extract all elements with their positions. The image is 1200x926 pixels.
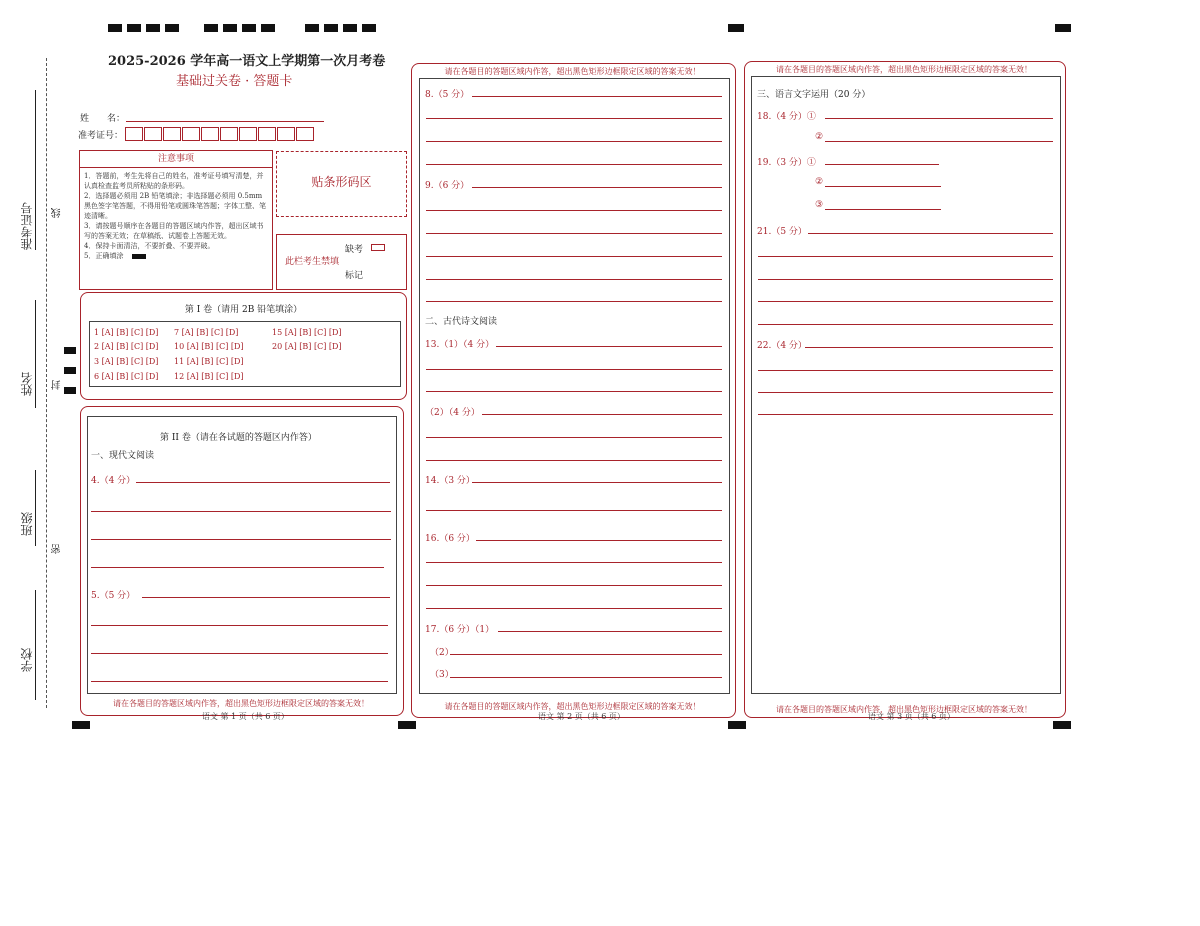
- answer-line[interactable]: [825, 164, 939, 165]
- timing-mark: [261, 24, 275, 32]
- answer-line[interactable]: [758, 256, 1053, 257]
- fill-sample: [132, 254, 146, 259]
- q17-2-label: （2）: [430, 648, 454, 658]
- choice-row[interactable]: 15 [A] [B] [C] [D]: [272, 328, 342, 337]
- exam-id-boxes[interactable]: [125, 127, 315, 141]
- timing-mark: [165, 24, 179, 32]
- answer-line[interactable]: [426, 369, 722, 370]
- answer-line[interactable]: [91, 625, 388, 626]
- answer-line[interactable]: [825, 141, 1053, 142]
- school-underline: [35, 590, 36, 700]
- choice-row[interactable]: 3 [A] [B] [C] [D]: [94, 357, 159, 366]
- name-field[interactable]: [126, 121, 324, 122]
- class-underline: [35, 470, 36, 546]
- choice-row[interactable]: 6 [A] [B] [C] [D]: [94, 372, 159, 381]
- binding-class-label: 班级: [20, 512, 34, 536]
- page2-answer-box: [419, 78, 730, 694]
- q19-2-label: ②: [815, 177, 824, 187]
- page3-footer: 语文 第 3 页（共 6 页）: [868, 712, 955, 721]
- answer-line[interactable]: [825, 186, 941, 187]
- q13-1-label: 13.（1）（4 分）: [425, 340, 495, 350]
- page3-top-warning: 请在各题目的答题区域内作答，超出黑色矩形边框限定区域的答案无效！: [776, 65, 1032, 74]
- timing-mark: [728, 24, 744, 32]
- answer-line[interactable]: [91, 539, 391, 540]
- answer-line[interactable]: [426, 118, 722, 119]
- answer-line[interactable]: [426, 141, 722, 142]
- absent-forbid-label: 此栏考生禁填: [285, 257, 340, 267]
- page2-warning: 请在各题目的答题区域内作答，超出黑色矩形边框限定区域的答案无效！: [444, 702, 701, 711]
- q18-label: 18.（4 分）①: [757, 112, 816, 122]
- seal-feng-text: 封: [52, 380, 63, 390]
- answer-line[interactable]: [758, 301, 1053, 302]
- notice-item: 3．请按题号顺序在各题目的答题区域内作答，超出区域书写的答案无效；在草稿纸、试题卷上答题无效。: [84, 222, 264, 240]
- absent-box: [276, 234, 407, 290]
- absent-checkbox[interactable]: [371, 244, 385, 251]
- notice-item: 2．选择题必须用 2B 铅笔填涂；非选择题必须用 0.5mm 黑色签字笔答题，不得用铅笔或圆珠笔答题；字体工整、笔迹清晰。: [84, 192, 266, 220]
- q8-label: 8.（5 分）: [425, 90, 470, 100]
- q4-label: 4.（4 分）: [91, 476, 136, 486]
- timing-mark: [1053, 721, 1071, 729]
- answer-line[interactable]: [758, 392, 1053, 393]
- q5-label: 5.（5 分）: [91, 591, 136, 601]
- q9-label: 9.（6 分）: [425, 181, 470, 191]
- answer-line[interactable]: [758, 324, 1053, 325]
- timing-mark: [398, 721, 416, 729]
- timing-mark: [242, 24, 256, 32]
- barcode-area: [276, 151, 407, 217]
- answer-line[interactable]: [426, 164, 722, 165]
- binding-school-label: 学校: [20, 648, 34, 672]
- part2-heading: 二、古代诗文阅读: [425, 317, 498, 327]
- page1-footer: 语文 第 1 页（共 6 页）: [202, 712, 289, 721]
- section2-title: 第 II 卷（请在各试题的答题区内作答）: [160, 433, 317, 443]
- answer-line[interactable]: [472, 187, 722, 188]
- binding-exam-id-label: 准考证号: [20, 202, 34, 250]
- timing-mark: [343, 24, 357, 32]
- answer-line[interactable]: [476, 540, 722, 541]
- answer-line[interactable]: [472, 482, 722, 483]
- section1-title: 第 I 卷（请用 2B 铅笔填涂）: [184, 305, 303, 315]
- choice-row[interactable]: 12 [A] [B] [C] [D]: [174, 372, 244, 381]
- page2-footer: 语文 第 2 页（共 6 页）: [538, 712, 625, 721]
- exam-id-underline: [35, 90, 36, 250]
- choice-row[interactable]: 20 [A] [B] [C] [D]: [272, 342, 342, 351]
- timing-mark: [64, 367, 76, 374]
- q14-label: 14.（3 分）: [425, 476, 475, 486]
- timing-mark: [204, 24, 218, 32]
- name-label: 姓 名：: [80, 114, 126, 124]
- timing-mark: [324, 24, 338, 32]
- page1-warning: 请在各题目的答题区域内作答，超出黑色矩形边框限定区域的答案无效！: [113, 699, 369, 708]
- choice-row[interactable]: 10 [A] [B] [C] [D]: [174, 342, 244, 351]
- answer-line[interactable]: [426, 301, 722, 302]
- timing-mark: [64, 387, 76, 394]
- binding-dash-line: [46, 58, 47, 708]
- choice-row[interactable]: 1 [A] [B] [C] [D]: [94, 328, 159, 337]
- answer-line[interactable]: [426, 391, 722, 392]
- timing-mark: [108, 24, 122, 32]
- choice-row[interactable]: 2 [A] [B] [C] [D]: [94, 342, 159, 351]
- q22-label: 22.（4 分）: [757, 341, 807, 351]
- seal-mi-text: 密: [52, 544, 63, 554]
- q13-2-label: （2）（4 分）: [425, 408, 480, 418]
- absent-mark-label: 标记: [345, 271, 364, 281]
- barcode-label: 贴条形码区: [311, 175, 372, 189]
- q19-label: 19.（3 分）①: [757, 158, 816, 168]
- answer-line[interactable]: [498, 631, 722, 632]
- answer-line[interactable]: [136, 482, 390, 483]
- notice-title: 注意事项: [80, 151, 272, 168]
- timing-mark: [362, 24, 376, 32]
- answer-line[interactable]: [142, 597, 390, 598]
- answer-line[interactable]: [482, 414, 722, 415]
- q17-1-label: 17.（6 分）（1）: [425, 625, 495, 635]
- answer-line[interactable]: [808, 233, 1053, 234]
- answer-line[interactable]: [805, 347, 1053, 348]
- answer-line[interactable]: [758, 370, 1053, 371]
- answer-line[interactable]: [450, 677, 722, 678]
- notice-item: 5．正确填涂: [84, 252, 124, 260]
- notice-list: [80, 168, 272, 264]
- answer-line[interactable]: [758, 414, 1053, 415]
- timing-mark: [127, 24, 141, 32]
- timing-mark: [223, 24, 237, 32]
- answer-line[interactable]: [450, 654, 722, 655]
- answer-line[interactable]: [426, 233, 722, 234]
- answer-line[interactable]: [426, 562, 722, 563]
- timing-mark: [305, 24, 319, 32]
- part3-heading: 三、语言文字运用（20 分）: [757, 90, 871, 100]
- timing-mark: [64, 347, 76, 354]
- notice-item: 1．答题前，考生先将自己的姓名，准考证号填写清楚，并认真检查监考员所粘贴的条形码。: [84, 172, 264, 190]
- q18-2-label: ②: [815, 132, 824, 142]
- page3-warning: 请在各题目的答题区域内作答，超出黑色矩形边框限定区域的答案无效！: [776, 705, 1032, 714]
- exam-id-label: 准考证号：: [78, 131, 124, 141]
- answer-line[interactable]: [426, 585, 722, 586]
- answer-line[interactable]: [426, 510, 722, 511]
- page-subtitle: 基础过关卷 · 答题卡: [176, 74, 293, 89]
- page2-top-warning: 请在各题目的答题区域内作答，超出黑色矩形边框限定区域的答案无效！: [444, 67, 701, 76]
- timing-mark: [146, 24, 160, 32]
- timing-mark: [728, 721, 746, 729]
- answer-line[interactable]: [825, 209, 941, 210]
- answer-line[interactable]: [426, 210, 722, 211]
- answer-line[interactable]: [426, 460, 722, 461]
- answer-line[interactable]: [91, 653, 388, 654]
- answer-line[interactable]: [426, 437, 722, 438]
- q21-label: 21.（5 分）: [757, 227, 807, 237]
- page3-answer-box: [751, 76, 1061, 694]
- answer-line[interactable]: [91, 681, 388, 682]
- timing-mark: [72, 721, 90, 729]
- notice-item: 4．保持卡面清洁，不要折叠、不要弄破。: [84, 242, 215, 250]
- notice-box: [79, 150, 273, 290]
- answer-line[interactable]: [825, 118, 1053, 119]
- answer-line[interactable]: [472, 96, 722, 97]
- answer-line[interactable]: [426, 256, 722, 257]
- part1-heading: 一、现代文阅读: [91, 451, 155, 461]
- timing-mark: [1055, 24, 1071, 32]
- answer-line[interactable]: [426, 279, 722, 280]
- q17-3-label: （3）: [430, 670, 454, 680]
- answer-line[interactable]: [496, 346, 722, 347]
- binding-name-label: 姓名: [20, 372, 34, 396]
- answer-line[interactable]: [758, 279, 1053, 280]
- answer-line[interactable]: [91, 567, 384, 568]
- name-underline: [35, 300, 36, 408]
- absent-label: 缺考: [345, 245, 364, 255]
- page-title: 2025-2026 学年高一语文上学期第一次月考卷: [108, 54, 386, 69]
- q19-3-label: ③: [815, 200, 824, 210]
- q16-label: 16.（6 分）: [425, 534, 475, 544]
- seal-line-text: 线: [52, 208, 63, 218]
- answer-line[interactable]: [91, 511, 391, 512]
- choice-row[interactable]: 7 [A] [B] [C] [D]: [174, 328, 239, 337]
- choice-row[interactable]: 11 [A] [B] [C] [D]: [174, 357, 244, 366]
- answer-line[interactable]: [426, 608, 722, 609]
